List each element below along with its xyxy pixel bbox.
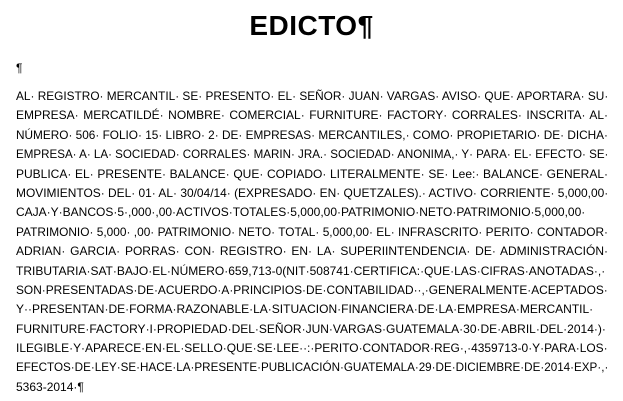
body-line: EMPRESA· A· LA· SOCIEDAD· CORRALES· MARIN· JRA.· SOCIEDAD· ANONIMA,· Y· PARA· EL· EFECTO· SE· (16, 147, 609, 162)
body-line: Y··PRESENTAN·DE·FORMA·RAZONABLE·LA·SITUACION·FINANCIERA·DE·LA·EMPRESA·MERCANTIL· (16, 302, 594, 317)
body-line: FURNITURE·FACTORY·I·PROPIEDAD·DEL·SEÑOR·JUN·VARGAS·GUATEMALA·30·DE·ABRIL·DEL·2014·)· (16, 321, 606, 336)
body-line: EMPRESA· MERCATILDÉ· NOMBRE· COMERCIAL· FURNITURE· FACTORY· CORRALES· INSCRITA· AL· (16, 108, 608, 123)
edict-body (16, 87, 608, 397)
body-line: EFECTOS·DE·LEY·SE·HACE·LA·PRESENTE·PUBLICACIÓN·GUATEMALA·29·DE·DICIEMBRE·DE·2014·EXP·,· (16, 360, 609, 375)
body-line: TRIBUTARIA·SAT·BAJO·EL·NÚMERO·659,713-0(NIT·508741·CERTIFICA:·QUE·LAS·CIFRAS·ANOTADAS·,· (16, 263, 606, 278)
body-line-last: 5363-2014·¶ (16, 379, 84, 394)
body-line: SON·PRESENTADAS·DE·ACUERDO·A·PRINCIPIOS·DE·CONTABILIDAD··,·GENERALMENTE·ACEPTADOS· (16, 282, 608, 297)
document-title: EDICTO¶ (249, 10, 374, 41)
body-line: PATRIMONIO· 5,000· ,00· PATRIMONIO· NETO· TOTAL· 5,000,00· EL· INFRASCRITO· PERITO· CONTADOR· (16, 224, 608, 239)
body-line: AL· REGISTRO· MERCANTIL· SE· PRESENTO· EL· SEÑOR· JUAN· VARGAS· AVISO· QUE· APORTARA· SU· (16, 89, 609, 103)
empty-paragraph-mark: ¶ (16, 61, 23, 75)
body-line: PUBLICA· EL· PRESENTE· BALANCE· QUE· COPIADO· LITERALMENTE· SE· Lee:· BALANCE· GENERAL· (16, 166, 608, 181)
body-line: MOVIMIENTOS· DEL· 01· AL· 30/04/14· (EXPRESADO· EN· QUETZALES).· ACTIVO· CORRIENTE· 5,000,00· (16, 185, 609, 200)
body-line: ADRIAN· GARCIA· PORRAS· CON· REGISTRO· EN· LA· SUPERIINTENDENCIA· DE· ADMINISTRACIÓN· (16, 244, 608, 259)
body-line: NÚMERO· 506· FOLIO· 15· LIBRO· 2· DE· EMPRESAS· MERCANTILES,· COMO· PROPIETARIO· DE· DICHA· (16, 127, 608, 142)
body-line: ILEGIBLE·Y·APARECE·EN·EL·SELLO·QUE·SE·LEE··:·PERITO·CONTADOR·REG·,·4359713-0·Y·PARA·LOS· (16, 341, 608, 356)
body-line: CAJA·Y·BANCOS·5·,000·,00·ACTIVOS·TOTALES·5,000,00·PATRIMONIO·NETO·PATRIMONIO·5,000,00· (16, 205, 586, 220)
